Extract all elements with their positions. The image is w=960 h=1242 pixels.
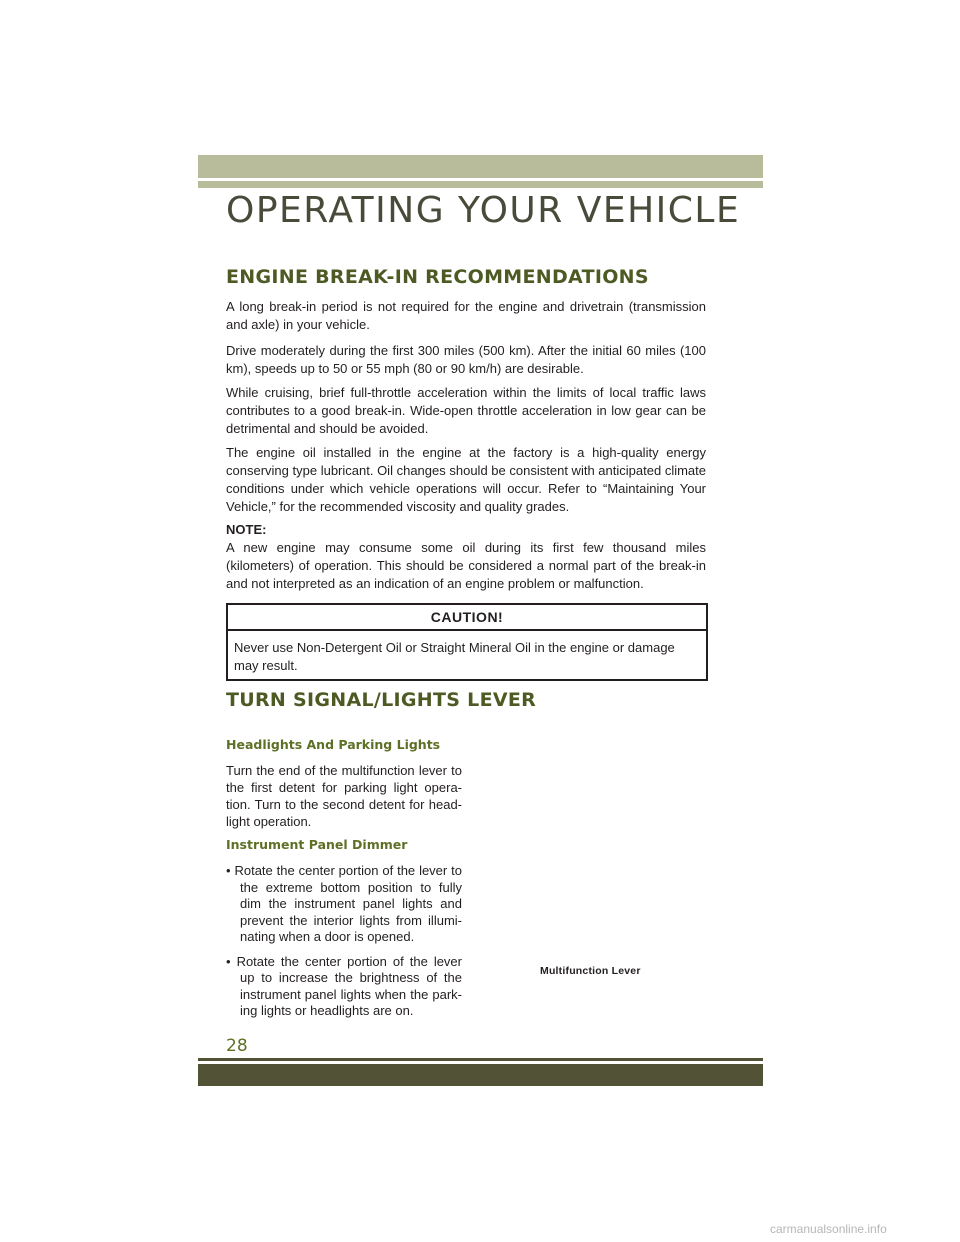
- paragraph-cruising: While cruising, brief full-throttle acceleration within the limits of local traffic laws contributes to a good break-in. Wide-open throttle acceleration in low gear can be detrimental and should be avoided.: [226, 385, 706, 436]
- caution-text: Never use Non-Detergent Oil or Straight Mineral Oil in the engine or damage may result.: [234, 640, 675, 673]
- watermark: carmanualsonline.info: [770, 1222, 887, 1236]
- page-number: 28: [226, 1036, 248, 1056]
- caution-box: [226, 603, 708, 681]
- figure-caption: Multifunction Lever: [540, 965, 641, 977]
- paragraph-break-in-period: A long break-in period is not required for the engine and drivetrain (transmission and axle) in your vehicle.: [226, 299, 706, 332]
- headlights-subheading: Headlights And Parking Lights: [226, 737, 441, 752]
- section-header: OPERATING YOUR VEHICLE: [226, 190, 741, 231]
- footer-bar: [198, 1064, 763, 1086]
- engine-break-in-heading: ENGINE BREAK-IN RECOMMENDATIONS: [226, 266, 649, 288]
- dimmer-subheading: Instrument Panel Dimmer: [226, 837, 408, 852]
- dimmer-bullet-list: [226, 863, 462, 1028]
- paragraph-engine-oil: The engine oil installed in the engine at the factory is a high-quality energy conserving type lubricant. Oil changes should be consistent with anticipated climate conditions under which vehicle operations will occur. Refer to “Maintaining Your Vehicle,” for the recommended viscosity and quality grades.: [226, 445, 706, 514]
- list-item: • Rotate the center portion of the lever to the extreme bottom position to fully dim the instrument panel lights and prevent the interior lights from illumi-nating when a door is opened.: [226, 863, 462, 944]
- multifunction-lever-figure: [480, 738, 762, 970]
- paragraph-drive-moderately: Drive moderately during the first 300 miles (500 km). After the initial 60 miles (100 km), speeds up to 50 or 55 mph (80 or 90 km/h) are desirable.: [226, 343, 706, 376]
- caution-title: CAUTION!: [228, 605, 706, 631]
- footer-rule: [198, 1058, 763, 1061]
- turn-signal-heading: TURN SIGNAL/LIGHTS LEVER: [226, 689, 537, 711]
- header-rule: [198, 181, 763, 188]
- headlights-text: Turn the end of the multifunction lever to the first detent for parking light opera-tion. Turn to the second detent for head-light operation.: [226, 763, 462, 829]
- note-label: NOTE:: [226, 522, 267, 537]
- note-text: A new engine may consume some oil during its first few thousand miles (kilometers) of operation. This should be considered a normal part of the break-in and not interpreted as an indication of an engine problem or malfunction.: [226, 540, 706, 591]
- header-bar: [198, 155, 763, 178]
- list-item: • Rotate the center portion of the lever up to increase the brightness of the instrument panel lights when the park-ing lights or headlights are on.: [226, 953, 462, 1018]
